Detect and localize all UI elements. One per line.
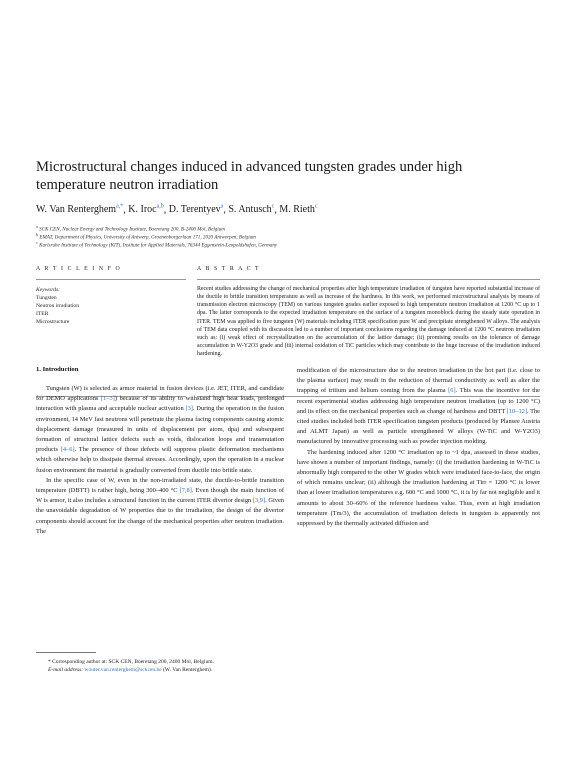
paper-title	[36, 158, 536, 194]
left-column	[36, 384, 284, 537]
affiliation: $^b$ EMAT, Department of Physics, University of Antwerp, Groenenborgerlaan 171, 2020 Antwerpen, Belgium	[36, 232, 256, 241]
divider	[197, 279, 540, 280]
keyword[interactable]: Tungsten	[36, 295, 57, 302]
citation-link[interactable]: [3]	[185, 405, 193, 413]
citation-link[interactable]: [10–12]	[506, 407, 527, 415]
divider	[36, 279, 186, 280]
author[interactable]: S. Antusch$^c$	[228, 204, 275, 216]
email-line: E-mail address: wouter.van.renterghem@sckcen.be (W. Van Renterghem).	[48, 667, 213, 674]
footnote	[36, 658, 286, 674]
footnote-rule	[36, 652, 96, 653]
title-line-2: temperature neutron irradiation	[36, 177, 219, 193]
abstract-heading: A B S T R A C T	[197, 266, 261, 272]
author[interactable]: W. Van Renterghem$^{a,*}$	[36, 204, 124, 216]
keyword[interactable]: Neutron irradiation	[36, 303, 80, 310]
author[interactable]: D. Terentyev$^a$	[168, 204, 224, 216]
author-list: W. Van Renterghem$^{a,*}$, K. Iroc$^{a,b}$, D. Terentyev$^a$, S. Antusch$^c$, M. Rieth$^c$	[36, 204, 318, 216]
citation-link[interactable]: [3,9]	[252, 497, 266, 505]
keywords-block	[36, 286, 79, 326]
keyword[interactable]: Microstructure	[36, 319, 70, 326]
paragraph: modification of the microstructure due to the neutron irradiation in the hot part (i.e. close to the plasma surface) may result in the reduction of thermal conductivity as well as alter the trapping of tritium and helium coming from the plasma [6]. This was the incentive for the recent experimental studies addressing high temperature neutron irradiation (up to 1200 °C) and its effect on the mechanical properties such as change of hardness and DBTT [10–12]. The cited studies included both ITER specification tungsten products (produced by Plansee Austria and ALMT Japan) as well as particle strengthened W alloys (W-TiC and W-Y2O3) manufactured by innovative processing such as powder injection molding.	[297, 367, 541, 446]
paragraph: In the specific case of W, even in the non-irradiated state, the ductile-to-brittle transition temperature (DBTT) is rather high, being 300–400 °C [7,8]. Even though the main function of W is armor, it also includes a structural function in the current ITER divertor design [3,9]. Given the unavoidable degradation of W properties due to the irradiation, the design of the divertor components should account for the change of the mechanical properties after neutron irradiation. The	[36, 476, 284, 535]
citation-link[interactable]: [4–6]	[60, 446, 75, 454]
right-column	[297, 366, 540, 529]
title-line-1: Microstructural changes induced in advanced tungsten grades under high	[36, 159, 463, 175]
author[interactable]: K. Iroc$^{a,b}$	[128, 204, 164, 216]
keyword[interactable]: ITER	[36, 311, 49, 318]
author[interactable]: M. Rieth$^c$	[279, 204, 318, 216]
keywords-label: Keywords:	[36, 287, 61, 293]
affiliation: $^c$ Karlsruhe Institute of Technology (KIT), Institute for Applied Materials, 76344 Eggenstein-Leopoldshafen, Germany	[36, 240, 278, 249]
citation-link[interactable]: [6]	[448, 387, 456, 395]
email-link[interactable]: wouter.van.renterghem@sckcen.be	[84, 667, 162, 674]
section-heading: 1. Introduction	[36, 366, 79, 373]
abstract-text: Recent studies addressing the change of mechanical properties after high temperature irradiation of tungsten have reported substantial increase of the ductile to brittle transition temperature as well as increase of the hardness. In this work, we performed microstructural analysis by means of transmission electron microscopy (TEM) on various tungsten grades earlier exposed to high temperature neutron irradiation at 1200 °C up to 1 dpa. The latter corresponds to the expected irradiation temperature on the surface of a tungsten monoblock during the steady state operation in ITER. TEM was applied to five tungsten (W) materials including ITER specification pure W and precipitate strengthened W alloys. The analysis of TEM data coupled with its discussion led to a number of important conclusions regarding the damage induced at 1200 °C neutron irradiation such as: (i) weak effect of recrystallization on the accumulation of the lattice damage; (ii) promising results on the tolerance of damage accumulation in W-Y2O3 grade and (iii) internal oxidation of TiC particles which may contribute to the huge increase of the irradiation induced hardening.	[197, 286, 540, 358]
paragraph: The hardening induced after 1200 °C irradiation up to ~1 dpa, assessed in these studies, have shown a number of important findings, namely: (i) the irradiation hardening in W-TiC is abnormally high compared to the other W grades which were irradiated face-to-face, the origin of which remains unclear; (ii) although the irradiation hardening at Tirr = 1200 °C is lower than at lower irradiation temperatures e.g. 600 °C and 1000 °C, it is by far not negligible and it amounts to about 30–60% of the reference hardness value. Thus, even at high irradiation temperature (Tm/3), the accumulation of irradiation defects in tungsten is apparently not suppressed by the thermally activated diffusion and	[297, 448, 540, 528]
citation-link[interactable]: [7,8]	[179, 487, 192, 495]
citation-link[interactable]: [1–3]	[101, 395, 115, 403]
affiliation: $^a$ SCK CEN, Nuclear Energy and Technology Institute, Boeretang 200, B-2400 Mol, Belgium	[36, 224, 225, 233]
corresponding-author-note: * Corresponding author at: SCK CEN, Boeretang 200, 2400 Mol, Belgium.	[48, 659, 214, 665]
article-info-heading: A R T I C L E I N F O	[36, 266, 122, 272]
paragraph: Tungsten (W) is selected as armor material in fusion devices (i.e. JET, ITER, and candidate for DEMO applications [1–3]) because of its ability to withstand high heat loads, prolonged interaction with plasma and acceptable nuclear activation [3]. During the operation in the fusion environment, 14 MeV fast neutrons will penetrate the plasma facing components causing atomic displacement damage (measured in units of displacement per atom, dpa) and subsequent formation of structural lattice defects such as voids, dislocation loops and transmutation products [4–6]. The presence of those defects will suppress plastic deformation mechanisms which otherwise help to dissipate thermal stresses. Accordingly, upon the operation in a nuclear fusion environment the material is gradually converted from ductile into brittle state.	[36, 385, 284, 474]
